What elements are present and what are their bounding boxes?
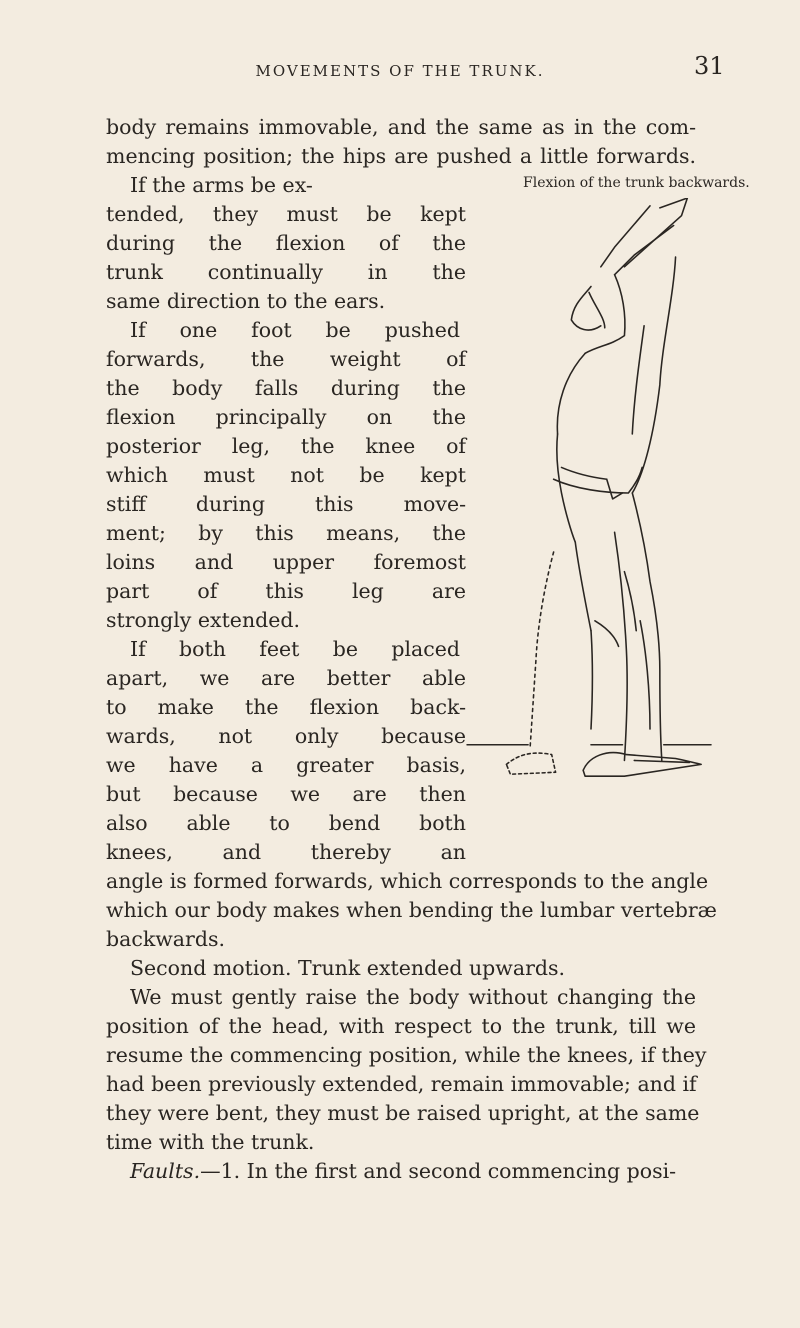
text-line: had been previously extended, remain immovable; and if [106, 1072, 697, 1096]
text-line: mencing position; the hips are pushed a little forwards. [106, 144, 696, 168]
text-line: the body falls during the [106, 376, 466, 400]
text-line: Second motion. Trunk extended upwards. [130, 956, 566, 980]
text-line: wards, not only because [106, 724, 466, 748]
text-line: during the flexion of the [106, 231, 466, 255]
text-line: backwards. [106, 927, 225, 951]
text-line: loins and upper foremost [106, 550, 466, 574]
text-line: resume the commencing position, while the knees, if they [106, 1043, 707, 1067]
faults-line [130, 1157, 720, 1186]
text-line: knees, and thereby an [106, 840, 466, 864]
text-line: If the arms be ex- [130, 173, 313, 197]
text-line: which must not be kept [106, 463, 466, 487]
text-line: position of the head, with respect to the trunk, till we [106, 1014, 696, 1038]
text-line: strongly extended. [106, 608, 301, 632]
text-line: ment; by this means, the [106, 521, 466, 545]
figure-caption: Flexion of the trunk backwards. [523, 175, 750, 191]
text-line: angle is formed forwards, which corresponds to the angle [106, 869, 709, 893]
text-line: apart, we are better able [106, 666, 466, 690]
faults-text: —1. In the first and second commencing posi- [200, 1159, 677, 1183]
running-title: MOVEMENTS OF THE TRUNK. [255, 62, 545, 80]
text-line: If both feet be placed [130, 637, 460, 661]
text-line: tended, they must be kept [106, 202, 466, 226]
text-line: they were bent, they must be raised upright, at the same [106, 1101, 700, 1125]
text-line: flexion principally on the [106, 405, 466, 429]
faults-label: Faults. [130, 1159, 201, 1183]
text-line: we have a greater basis, [106, 753, 466, 777]
text-line: body remains immovable, and the same as in the com- [106, 115, 696, 139]
text-line: part of this leg are [106, 579, 466, 603]
text-line: trunk continually in the [106, 260, 466, 284]
text-line: We must gently raise the body without changing the [130, 985, 696, 1009]
text-line: stiff during this move- [106, 492, 466, 516]
page-number: 31 [694, 52, 725, 80]
text-line: posterior leg, the knee of [106, 434, 466, 458]
figure-flexion-icon [466, 198, 716, 788]
text-line: If one foot be pushed [130, 318, 460, 342]
text-line: forwards, the weight of [106, 347, 466, 371]
text-line: same direction to the ears. [106, 289, 386, 313]
text-line: but because we are then [106, 782, 466, 806]
text-line: to make the flexion back- [106, 695, 466, 719]
text-line: which our body makes when bending the lumbar vertebræ [106, 898, 717, 922]
text-line: time with the trunk. [106, 1130, 315, 1154]
text-line: also able to bend both [106, 811, 466, 835]
